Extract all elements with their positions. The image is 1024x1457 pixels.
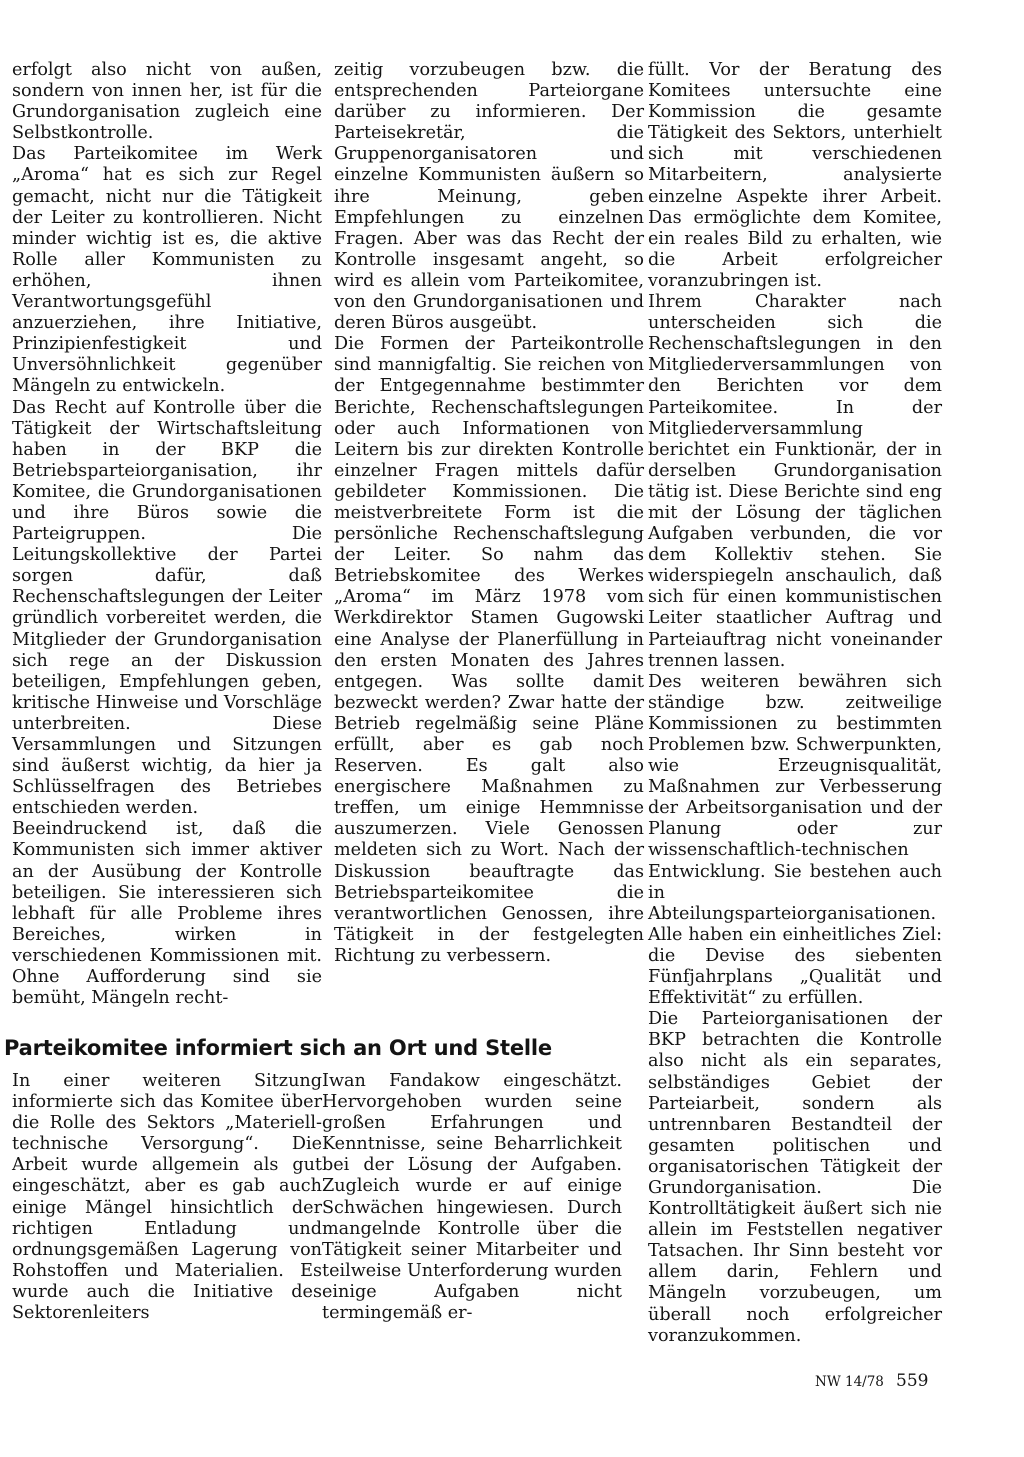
paragraph: zeitig vorzubeugen bzw. die entsprechenden Parteiorgane darüber zu informieren. Der Parteisekretär, die Gruppenorganisatoren und einzelne Kommunisten äußern so ihre Meinung, geben Empfehlungen zu einzelnen Fragen. Aber was das Recht der Kontrolle insgesamt angeht, so wird es allein vom Parteikomitee, von den Grundorganisationen und deren Büros ausgeübt. [334,60,644,334]
paragraph: Das Parteikomitee im Werk „Aroma“ hat es sich zur Regel gemacht, nicht nur die Tätigkeit der Leiter zu kontrollieren. Nicht minder wichtig ist es, die aktive Rolle aller Kommunisten zu erhöhen, ihnen Verantwortungsgefühl anzuerziehen, ihre Initiative, Prinzipienfestigkeit und Unversöhnlichkeit gegenüber Mängeln zu entwickeln. [12,144,322,397]
paragraph: Ihrem Charakter nach unterscheiden sich die Rechenschaftslegungen in den Mitgliederversammlungen von den Berichten vor dem Parteikomitee. In der Mitgliederversammlung berichtet ein Funktionär, der in derselben Grundorganisation tätig ist. Diese Berichte sind eng mit der Lösung der täglichen Aufgaben verbunden, die vor dem Kollektiv stehen. Sie widerspiegeln anschaulich, daß sich für einen kommunistischen Leiter staatlicher Auftrag und Parteiauftrag nicht voneinander trennen lassen. [648,292,942,671]
page-number: 559 [896,1371,929,1391]
article-column-1 [12,60,322,1009]
footer-source: NW 14/78 [815,1374,884,1390]
article-column-2 [334,60,644,967]
paragraph: Die Formen der Parteikontrolle sind mannigfaltig. Sie reichen von der Entgegennahme bestimmter Berichte, Rechenschaftslegungen oder auch Informationen von Leitern bis zur direkten Kontrolle einzelner Fragen mittels dafür gebildeter Kommissionen. Die meistverbreitete Form ist die persönliche Rechenschaftslegung der Leiter. So nahm das Betriebskomitee des Werkes „Aroma“ im März 1978 vom Werkdirektor Stamen Gugowski eine Analyse der Planerfüllung in den ersten Monaten des Jahres entgegen. Was sollte damit bezweckt werden? Zwar hatte der Betrieb regelmäßig seine Pläne erfüllt, aber es gab noch Reserven. Es galt also energischere Maßnahmen zu treffen, um einige Hemmnisse auszumerzen. Viele Genossen meldeten sich zu Wort. Nach der Diskussion beauftragte das Betriebsparteikomitee die verantwortlichen Genossen, ihre Tätigkeit in der festgelegten Richtung zu verbessern. [334,334,644,966]
paragraph: füllt. Vor der Beratung des Komitees untersuchte eine Kommission die gesamte Tätigkeit des Sektors, unterhielt sich mit verschiedenen Mitarbeitern, analysierte einzelne Aspekte ihrer Arbeit. Das ermöglichte dem Komitee, ein reales Bild zu erhalten, wie die Arbeit erfolgreicher voranzubringen ist. [648,60,942,291]
paragraph: Iwan Fandakow eingeschätzt. Hervorgehoben wurden seine großen Erfahrungen und Kenntnisse, seine Beharrlichkeit bei der Lösung der Aufgaben. Zugleich wurde er auf einige Schwächen hingewiesen. Durch mangelnde Kontrolle über die Tätigkeit seiner Mitarbeiter und teilweise Unterforderung wurden einige Aufgaben nicht termingemäß er- [322,1071,622,1324]
paragraph: Beeindruckend ist, daß die Kommunisten sich immer aktiver an der Ausübung der Kontrolle beteiligen. Sie interessieren sich lebhaft für alle Probleme ihres Bereiches, wirken in verschiedenen Kommissionen mit. Ohne Aufforderung sind sie bemüht, Mängeln recht- [12,819,322,1009]
article-column-3 [648,60,942,1347]
paragraph: Alle haben ein einheitliches Ziel: die Devise des siebenten Fünfjahrplans „Qualität und Effektivität“ zu erfüllen. [648,924,942,1009]
paragraph: In einer weiteren Sitzung informierte sich das Komitee über die Rolle des Sektors „Materiell-technische Versorgung“. Die Arbeit wurde allgemein als gut eingeschätzt, aber es gab auch einige Mängel hinsichtlich der richtigen Entladung und ordnungsgemäßen Lagerung von Rohstoffen und Materialien. Es wurde auch die Initiative des Sektorenleiters [12,1071,322,1324]
paragraph: Des weiteren bewähren sich ständige bzw. zeitweilige Kommissionen zu bestimmten Problemen bzw. Schwerpunkten, wie Erzeugnisqualität, Maßnahmen zur Verbesserung der Arbeitsorganisation und der Planung oder zur wissenschaftlich-technischen Entwicklung. Sie bestehen auch in Abteilungsparteiorganisationen. [648,671,942,924]
paragraph: Das Recht auf Kontrolle über die Tätigkeit der Wirtschaftsleitung haben in der BKP die Betriebsparteiorganisation, ihr Komitee, die Grundorganisationen und ihre Büros sowie die Parteigruppen. Die Leitungskollektive der Partei sorgen dafür, daß Rechenschaftslegungen der Leiter gründlich vorbereitet werden, die Mitglieder der Grundorganisation sich rege an der Diskussion beteiligen, Empfehlungen geben, kritische Hinweise und Vorschläge unterbreiten. Diese Versammlungen und Sitzungen sind äußerst wichtig, da hier ja Schlüsselfragen des Betriebes entschieden werden. [12,397,322,819]
article-column-1-lower [12,1071,322,1324]
section-headline: Parteikomitee informiert sich an Ort und Stelle [4,1036,552,1060]
paragraph: Die Parteiorganisationen der BKP betrachten die Kontrolle also nicht als ein separates, selbständiges Gebiet der Parteiarbeit, sondern als untrennbaren Bestandteil der gesamten politischen und organisatorischen Tätigkeit der Grundorganisation. Die Kontrolltätigkeit äußert sich nie allein im Feststellen negativer Tatsachen. Ihr Sinn besteht vor allem darin, Fehlern und Mängeln vorzubeugen, um überall noch erfolgreicher voranzukommen. [648,1009,942,1346]
paragraph: erfolgt also nicht von außen, sondern von innen her, ist für die Grundorganisation zugleich eine Selbstkontrolle. [12,60,322,144]
article-column-2-lower [322,1071,622,1324]
